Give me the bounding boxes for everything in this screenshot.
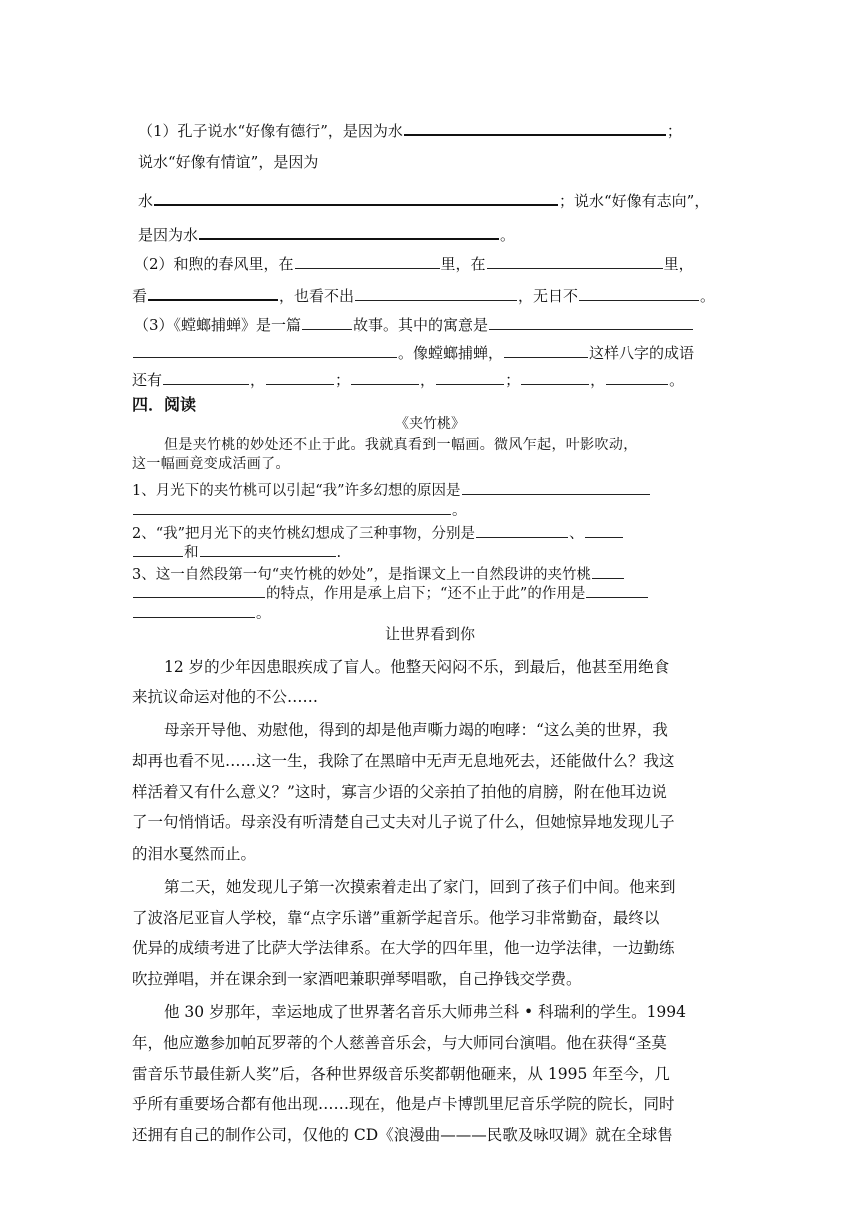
q1-text-a: （1）孔子说水“好像有德行”，是因为水 [138,122,403,140]
q2-line-a [134,254,694,272]
q1-line-d [138,224,515,243]
reading-q1-cont [132,500,467,519]
blank[interactable] [133,603,255,618]
passage2-line: 样活着又有什么意义？”这时，寡言少语的父亲拍了拍他的肩膀，附在他耳边说 [132,783,667,801]
reading-q1 [132,480,651,499]
blank[interactable] [606,370,668,385]
q1-text-b: 说水“好像有情谊”，是因为 [138,153,319,171]
q3-line-a [134,315,694,333]
blank[interactable] [199,224,499,240]
q2-text-b: 看 [132,287,148,305]
blank[interactable] [163,370,249,385]
q1-line-b [138,155,318,170]
passage2-line: 雷音乐节最佳新人奖”后，各种世界级音乐奖都朝他砸来，从 1995 年至今，几 [132,1065,670,1083]
passage2-line: 的泪水戛然而止。 [132,845,257,863]
blank[interactable] [133,542,183,557]
comma: ， [420,371,436,389]
blank[interactable] [266,370,334,385]
reading-q2-and: 和 [184,545,199,561]
blank[interactable] [521,370,589,385]
q2-text-a: （2）和煦的春风里，在 [134,255,294,273]
q2-text-a-end: 里， [663,255,694,273]
q2-text-b-end: 。 [700,287,716,305]
reading-q2-sep: 、 [569,526,584,542]
q3-line-b [132,343,694,361]
section-heading: 四．阅读 [132,395,197,414]
blank[interactable] [586,583,648,598]
blank[interactable] [579,286,699,301]
reading-q3-text: 3、这一自然段第一句“夹竹桃的妙处”，是指课文上一自然段讲的夹竹桃 [132,567,592,583]
blank[interactable] [592,564,624,579]
reading-q2 [132,523,624,542]
passage2-line: 母亲开导他、劝慰他，得到的却是他声嘶力竭的咆哮：“这么美的世界，我 [164,721,668,739]
comma: ， [590,371,606,389]
reading-q3-cont [132,583,649,602]
passage2-line: 吹拉弹唱，并在课余到一家酒吧兼职弹琴唱歌，自己挣钱交学费。 [132,970,582,988]
q3-line-c [132,370,684,388]
q1-line-a [138,120,682,139]
passage2-line: 年，他应邀参加帕瓦罗蒂的个人慈善音乐会，与大师同台演唱。他在获得“圣莫 [132,1034,667,1052]
q2-text-b-mid2: ，无日不 [518,287,579,305]
semicolon: ； [335,371,351,389]
blank[interactable] [476,523,568,538]
blank[interactable] [462,480,650,495]
reading-q3-cont2 [132,603,271,622]
passage2-line: 乎所有重要场合都有他出现……现在，他是卢卡博凯里尼音乐学院的院长，同时 [132,1095,675,1113]
reading-q2-text: 2、“我”把月光下的夹竹桃幻想成了三种事物，分别是 [132,526,476,542]
passage1-line: 这一幅画竟变成活画了。 [132,456,290,472]
blank[interactable] [504,343,588,358]
passage2-line: 却再也看不见……这一生，我除了在黑暗中无声无息地死去，还能做什么？我这 [132,752,675,770]
passage2-line: 了波洛尼亚盲人学校，靠“点字乐谱”重新学起音乐。他学习非常勤奋，最终以 [132,909,660,927]
reading-q3-mid: 的特点，作用是承上启下；“还不止于此”的作用是 [266,586,586,602]
passage2-line: 来抗议命运对他的不公…… [132,688,319,706]
q1-line-c [138,190,709,209]
q3-text-c: 还有 [132,371,163,389]
semicolon: ； [505,371,521,389]
blank[interactable] [133,583,265,598]
blank[interactable] [133,500,451,515]
blank[interactable] [436,370,504,385]
passage2-line: 他 30 岁那年，幸运地成了世界著名音乐大师弗兰科 • 科瑞利的学生。1994 [164,1003,687,1021]
reading-q2-cont [132,542,341,561]
passage2-line: 还拥有自己的制作公司，仅他的 CD《浪漫曲———民歌及咏叹调》就在全球售 [132,1126,673,1144]
blank[interactable] [133,343,397,358]
q1-text-d-end: 。 [500,226,516,244]
blank[interactable] [351,370,419,385]
blank[interactable] [489,315,693,330]
blank[interactable] [154,190,558,206]
period: 。 [452,503,467,519]
q3-text-b-end: 这样八字的成语 [589,344,695,362]
q3-text-a: （3）《螳螂捕蝉》是一篇 [134,316,302,334]
comma: ， [250,371,266,389]
q2-text-b-mid1: ，也看不出 [279,287,355,305]
passage2-line: 第二天，她发现儿子第一次摸索着走出了家门，回到了孩子们中间。他来到 [164,878,676,896]
passage1-line: 但是夹竹桃的妙处还不止于此。我就真看到一幅画。微风乍起，叶影吹动， [164,437,638,453]
reading-q2-end: . [336,545,342,561]
q2-line-b [132,285,715,304]
blank[interactable] [295,254,440,269]
q1-text-d: 是因为水 [138,226,199,244]
passage2-line: 了一句悄悄话。母亲没有听清楚自己丈夫对儿子说了什么，但她惊异地发现儿子 [132,813,675,831]
reading-q1-text: 1、月光下的夹竹桃可以引起“我”许多幻想的原因是 [132,483,461,499]
blank[interactable] [404,120,666,136]
blank[interactable] [355,286,517,301]
passage2-title: 让世界看到你 [384,625,475,643]
passage1-title: 《夹竹桃》 [395,416,465,432]
blank[interactable] [148,285,278,301]
q1-text-c: 水 [138,192,154,210]
q3-text-b-mid: 。像螳螂捕蝉， [398,344,504,362]
q2-text-a-mid: 里，在 [440,255,486,273]
blank[interactable] [487,254,663,269]
reading-q3 [132,564,625,583]
q1-text-c-mid: ；说水“好像有志向”， [559,192,710,210]
q3-text-a-mid: 故事。其中的寓意是 [353,316,489,334]
blank[interactable] [585,523,623,538]
passage2-line: 12 岁的少年因患眼疾成了盲人。他整天闷闷不乐，到最后，他甚至用绝食 [164,658,670,676]
q1-text-a-end: ； [666,122,682,140]
blank[interactable] [200,542,336,557]
blank[interactable] [302,315,352,330]
passage2-line: 优异的成绩考进了比萨大学法律系。在大学的四年里，他一边学法律，一边勤练 [132,939,675,957]
period: 。 [256,606,271,622]
period: 。 [669,371,685,389]
